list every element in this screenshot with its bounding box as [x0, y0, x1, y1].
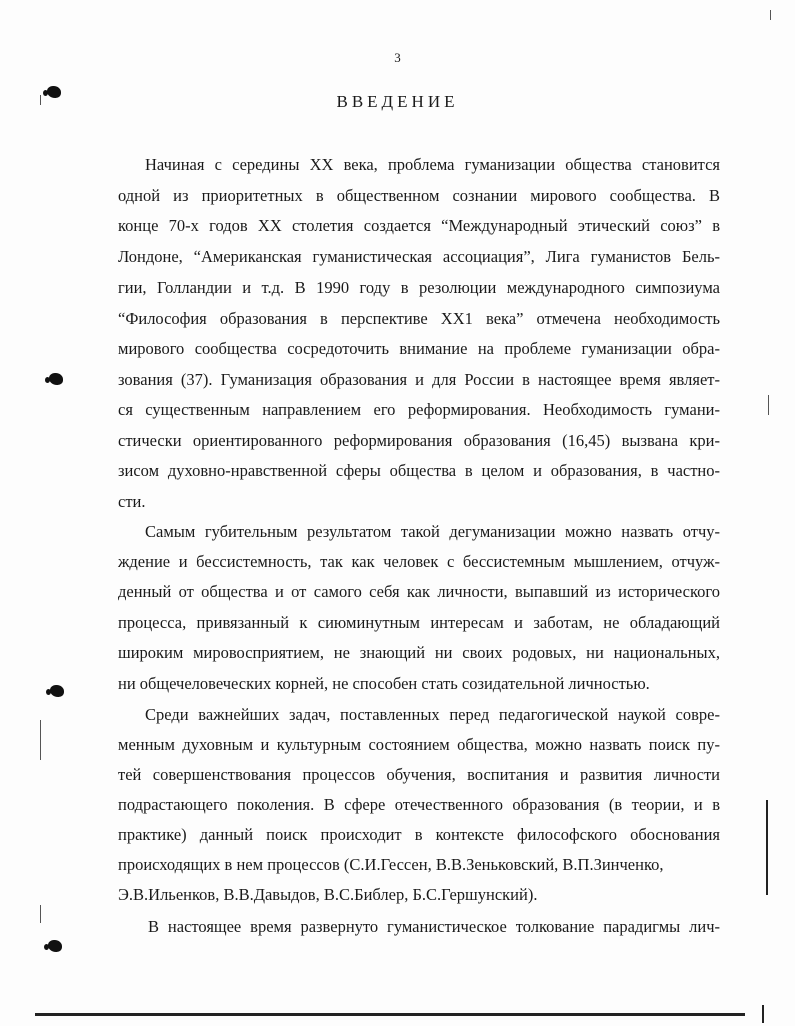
text-line: процесса, привязанный к сиюминутным интересам и заботам, не обладающий: [118, 613, 720, 632]
scan-border-bottom: [35, 1013, 745, 1016]
text-line: “Философия образования в перспективе XX1 века” отмечена необходимость: [118, 309, 720, 328]
margin-tick: [40, 720, 41, 760]
margin-tick: [770, 10, 771, 20]
text-line: тей совершенствования процессов обучения, воспитания и развития личности: [118, 765, 720, 784]
text-line: подрастающего поколения. В сфере отечественного образования (в теории, и в: [118, 795, 720, 814]
scan-border-corner: [762, 1005, 764, 1023]
margin-tick: [40, 95, 41, 105]
text-line: зования (37). Гуманизация образования и для России в настоящее время являет-: [118, 370, 720, 389]
page-heading: ВВЕДЕНИЕ: [336, 92, 459, 111]
text-line: происходящих в нем процессов (С.И.Гессен, В.В.Зеньковский, В.П.Зинченко,: [118, 855, 664, 874]
text-line: гии, Голландии и т.д. В 1990 году в резолюции международного симпозиума: [118, 278, 720, 297]
text-line: В настоящее время развернуто гуманистическое толкование парадигмы лич-: [148, 917, 720, 936]
text-line: ни общечеловеческих корней, не способен стать созидательной личностью.: [118, 674, 650, 693]
binding-hole-mark: [47, 86, 61, 98]
text-line: стически ориентированного реформирования образования (16,45) вызвана кри-: [118, 431, 720, 450]
text-line: денный от общества и от самого себя как личности, выпавший из исторического: [118, 582, 720, 601]
text-line: мирового сообщества сосредоточить внимание на проблеме гуманизации обра-: [118, 339, 720, 358]
margin-tick: [40, 905, 41, 923]
text-line: сти.: [118, 492, 146, 511]
text-line: широким мировосприятием, не знающий ни своих родовых, ни национальных,: [118, 643, 720, 662]
text-line: Э.В.Ильенков, В.В.Давыдов, В.С.Библер, Б.С.Гершунский).: [118, 885, 538, 904]
scan-border-right: [766, 800, 768, 895]
text-line: Самым губительным результатом такой дегуманизации можно назвать отчу-: [145, 522, 720, 541]
page-number: 3: [394, 50, 401, 65]
text-line: Среди важнейших задач, поставленных перед педагогической наукой совре-: [145, 705, 720, 724]
binding-hole-mark: [48, 940, 62, 952]
text-line: практике) данный поиск происходит в контексте философского обоснования: [118, 825, 720, 844]
text-line: одной из приоритетных в общественном сознании мирового сообщества. В: [118, 186, 720, 205]
text-line: зисом духовно-нравственной сферы общества в целом и образования, в частно-: [118, 461, 720, 480]
text-line: Начиная с середины XX века, проблема гуманизации общества становится: [145, 155, 720, 174]
binding-hole-mark: [50, 685, 64, 697]
binding-hole-mark: [49, 373, 63, 385]
text-line: конце 70-х годов XX столетия создается “Международный этический союз” в: [118, 216, 720, 235]
text-line: ся существенным направлением его реформирования. Необходимость гумани-: [118, 400, 720, 419]
text-line: менным духовным и культурным состоянием общества, можно назвать поиск пу-: [118, 735, 720, 754]
text-line: ждение и бессистемность, так как человек с бессистемным мышлением, отчуж-: [118, 552, 720, 571]
margin-tick: [768, 395, 769, 415]
text-line: Лондоне, “Американская гуманистическая ассоциация”, Лига гуманистов Бель-: [118, 247, 720, 266]
